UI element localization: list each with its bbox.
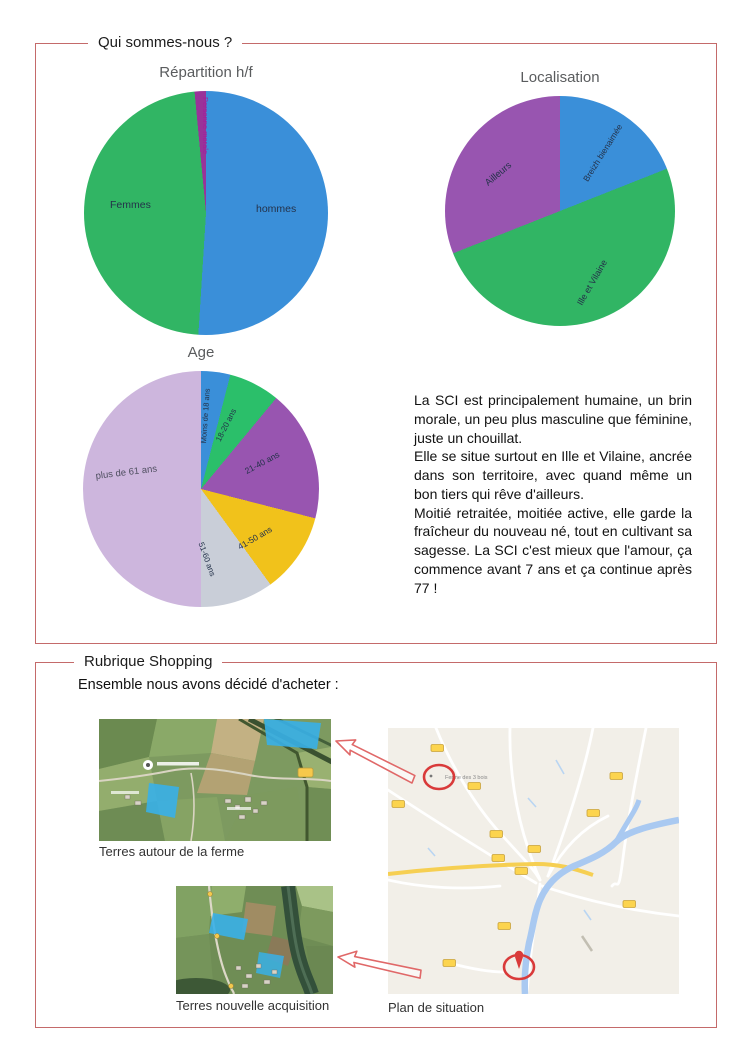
chart-repartition-title: Répartition h/f bbox=[159, 64, 253, 81]
shopping-section-frame bbox=[35, 653, 717, 1028]
pie-label-51-60: 51-60 ans bbox=[196, 541, 218, 578]
who-paragraph-1: La SCI est principalement humaine, un brin morale, un peu plus masculine que féminine, juste un chouillat. bbox=[414, 392, 692, 446]
pie-label-hommes: hommes bbox=[256, 203, 297, 215]
pie-repartition-hf bbox=[84, 91, 328, 335]
road-badge-icon bbox=[298, 768, 313, 777]
pie-label-femmes: Femmes bbox=[110, 199, 151, 211]
satellite-photo-farm bbox=[99, 719, 331, 841]
pie-age bbox=[83, 371, 319, 607]
who-section-frame bbox=[35, 34, 717, 644]
chart-repartition-hf bbox=[81, 64, 331, 335]
shopping-section-title: Rubrique Shopping bbox=[74, 653, 222, 670]
shopping-intro: Ensemble nous avons décidé d'acheter : bbox=[78, 677, 339, 693]
chart-age bbox=[76, 344, 326, 607]
photo2-caption: Terres nouvelle acquisition bbox=[176, 998, 330, 1013]
pie-label-plus-61: plus de 61 ans bbox=[95, 463, 158, 482]
pie-localisation bbox=[445, 96, 675, 326]
pie-label-personne-morale: Personne morale bbox=[201, 97, 210, 155]
who-description bbox=[414, 391, 692, 597]
map-caption: Plan de situation bbox=[388, 1000, 485, 1015]
who-paragraph-2: Elle se situe surtout en Ille et Vilaine, ancrée dans son territoire, avec quand même un bon tiers qui rêve d'ailleurs. bbox=[414, 448, 692, 502]
pie-label-18-20: 18-20 ans bbox=[214, 407, 239, 444]
arrow-to-farm-photo-icon bbox=[334, 727, 434, 785]
chart-age-title: Age bbox=[187, 344, 215, 361]
chart-localisation bbox=[440, 69, 680, 326]
who-section-title: Qui sommes-nous ? bbox=[88, 34, 242, 51]
pie-label-ille-et-vilaine: Ille et Vilaine bbox=[575, 257, 610, 307]
pie-label-41-50: 41-50 ans bbox=[236, 524, 274, 552]
pie-label-breizh: Breizh bienaimée bbox=[581, 122, 625, 184]
satellite-photo-new-land bbox=[176, 886, 333, 994]
photo1-caption: Terres autour de la ferme bbox=[99, 844, 245, 859]
pie-label-moins-18: Moins de 18 ans bbox=[199, 388, 212, 444]
map-farm-label: Ferme des 3 bois bbox=[445, 775, 488, 781]
arrow-to-acquisition-photo-icon bbox=[336, 947, 428, 981]
who-paragraph-3: Moitié retraitée, moitiée active, elle garde la fraîcheur du nouveau né, tout en cultivant sa sagesse. La SCI c'est mieux que l'amour, ça commence avant 7 ans et ça continue après 77 ! bbox=[414, 504, 692, 596]
pie-label-ailleurs: Ailleurs bbox=[483, 159, 514, 189]
pie-label-21-40: 21-40 ans bbox=[243, 449, 282, 476]
chart-localisation-title: Localisation bbox=[520, 69, 600, 86]
